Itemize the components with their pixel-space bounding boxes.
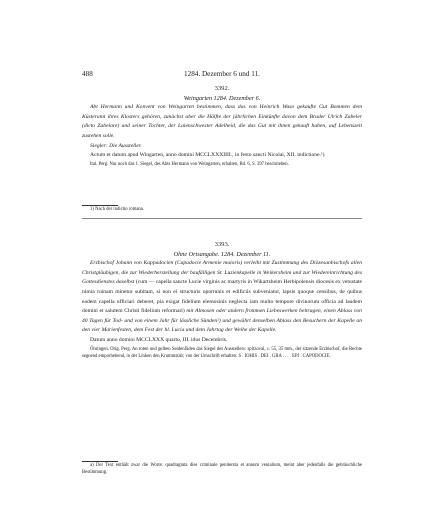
dating-clause: Datum anno domini MCCLXXX quarto, III. idus Decembris. (90, 336, 228, 343)
dating-clause: Actum et datum apud Wingarten, anno domini MCCLXXXIIII., in festo sancti Nicolai, XII. indictione.¹) (90, 152, 325, 159)
document-summary-continued: mit Almosen oder andern frommen Liebeswerken beitragen, einen Ablass von 40 Tagen für Tod- und von einem Jahr für lässliche Sünden²) und gewährt denselben Ablass den Besuchern der Kapelle an den vier Marienfesten, dem Fest der hl. Lucia und dem Jahrtag der Weihe der Kapelle. (82, 308, 362, 334)
source-note: Ital. Perg. Nur noch das 1. Siegel, des Abts Hermann von Weingarten, erhalten, Bd. 6, S. 397 beschrieben. (90, 161, 289, 167)
source-note: Öhringen. Orig. Perg. An roten und gelben Seidenfäden das Siegel des Ausstellers: spitzoval, c. 55, 35 mm., der sitzende Erzbischof, die Rechte segnend emporhebend, in der Linken den Krummstab; von der Umschrift erhalten: S . IOHIS . DEI . GRA . . . . EPI . CAPODOCIE. (82, 346, 362, 359)
footnote: a) Der Text enthält zwar die Worte: quadraginta dies criminale penitentia et annum venialium, meint aber jedenfalls die gebräuchliche Bestimmung. (82, 463, 362, 475)
document-summary: Abt Hermann und Konvent von Weingarten bestimmen, dass das von Heinrich Waso gekaufte Gut Bommen dem Küsteramt ihres Klosters gehören, zunächst aber die Hälfte der jährlichen Einkünfte davon dem Bruder Ulrich Zabeler (dicto Zabelare) und seiner Tochter, der Laienschwester Adelheid, die das Gut mit ihnen gekauft haben, auf Lebenszeit zustehen solle. (82, 104, 362, 139)
sealer-line: Siegler: Die Aussteller. (90, 142, 142, 149)
document-body (82, 259, 362, 336)
document-summary: Erzbischof Johann von Kappadocien (Capadocie Armenie maioris) verleiht mit Zustimmung des Diözesanbischofs allen Christgläubigen, die zur Wiederherstellung der baufälligen St. Luzienkapelle in Weikersheim und zur Wiedereinrichtung des Gottesdienstes daselbst (82, 260, 362, 286)
document-heading: Weingarten 1284. Dezember 6. (183, 94, 261, 102)
page-header (82, 70, 362, 80)
document-number: 3392. (214, 85, 230, 92)
document-number: 3393. (214, 241, 230, 248)
footnote-block-1 (82, 206, 362, 213)
footnote: 1) Nach der indictio romana. (90, 207, 145, 212)
document-3392 (82, 84, 362, 168)
running-title: 1284. Dezember 6 und 11. (184, 70, 260, 78)
document-3393 (82, 240, 362, 360)
document-heading: Ohne Ortsangabe. 1284. Dezember 11. (173, 250, 271, 258)
latin-quotation: (cum — capella sancte Lucie virginis ac martyris in Wikartsheim Herbipolensis diocesis ex vetustate nimia ruinam minetur subitam, si non ei structuris oportunis et edificiis subveniatur, lapsis quoque censibus, de quibus eadem capella officiari deberet, pia exigat fidelium elemosinis neglecta iam multo tempore divinorum officia ad laudem domini et salutem Christi fidelium reformari) (82, 279, 362, 315)
footnote-block-2 (82, 462, 362, 476)
section-divider (82, 218, 362, 219)
page-number: 488 (82, 70, 93, 78)
